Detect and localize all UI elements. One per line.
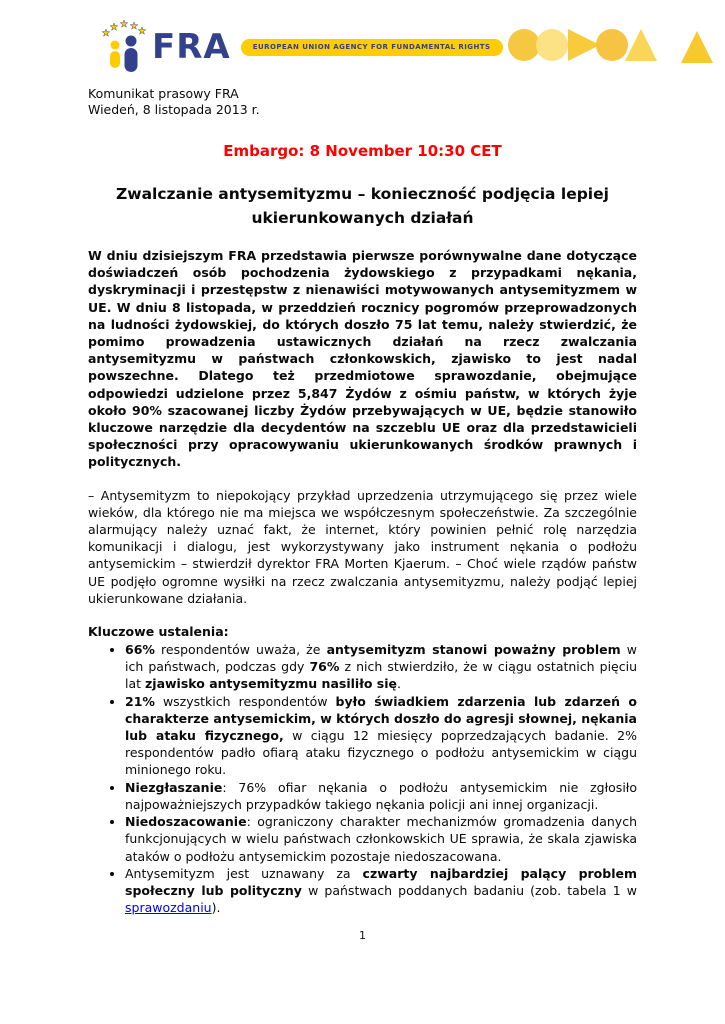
press-release-label: Komunikat prasowy FRA bbox=[88, 86, 239, 101]
lead-paragraph: W dniu dzisiejszym FRA przedstawia pierwsze porównywalne dane dotyczące doświadczeń osób pochodzenia żydowskiego z przypadkami nękania, dyskryminacji i przestępstw z nienawiści motywowanych antysemityzmem w UE. W dniu 8 listopada, w przeddzień rocznicy pogromów przeprowadzonych na ludności żydowskiej, do których doszło 75 lat temu, należy stwierdzić, że pomimo prowadzenia ustawicznych działań na rzecz zwalczania antysemityzmu w państwach członkowskich, zjawisko to jest nadal powszechne. Dlatego też przedmiotowe sprawozdanie, obejmujące odpowiedzi udzielone przez 5,847 Żydów z ośmiu państw, w których żyje około 90% szacowanej liczby Żydów przebywających w UE, będzie stanowiło kluczowe narzędzie dla decydentów na szczeblu UE oraz dla przedstawicieli społeczności przy opracowywaniu ukierunkowanych środków prawnych i politycznych. bbox=[88, 248, 637, 470]
deco-triangle-3 bbox=[681, 31, 713, 63]
text-segment: Antysemityzm jest uznawany za bbox=[125, 865, 363, 881]
fra-logo-header bbox=[100, 18, 637, 76]
decorative-shapes bbox=[507, 23, 715, 71]
fra-banner bbox=[241, 39, 503, 56]
embargo-heading: Embargo: 8 November 10:30 CET bbox=[223, 142, 502, 160]
text-segment: z nich stwierdziło, że w ciągu ostatnich pięciu lat bbox=[125, 659, 637, 692]
text-segment: w państwach poddanych badaniu (zob. tabela 1 w bbox=[301, 882, 638, 898]
text-segment: 21% bbox=[125, 693, 155, 709]
page-number: 1 bbox=[359, 929, 366, 942]
list-item bbox=[125, 813, 637, 865]
deco-triangle-2 bbox=[625, 29, 657, 61]
text-segment: Niedoszacowanie bbox=[125, 814, 247, 830]
list-item bbox=[125, 779, 637, 813]
text-segment: respondentów uważa, że bbox=[154, 642, 327, 658]
list-item bbox=[125, 641, 637, 693]
text-segment: ). bbox=[211, 900, 221, 916]
deco-triangle-1 bbox=[568, 29, 600, 61]
text-segment: : 76% ofiar nękania o podłożu antysemickim nie zgłosiło najpoważniejszych przypadków takiego nękania policji ani innej organizacji. bbox=[125, 779, 637, 812]
deco-circle-3 bbox=[596, 29, 628, 61]
dateline: Wiedeń, 8 listopada 2013 r. bbox=[88, 102, 260, 117]
text-segment: w ich państwach, podczas gdy bbox=[125, 642, 637, 675]
text-segment: Niezgłaszanie bbox=[125, 779, 223, 795]
text-segment: wszystkich respondentów bbox=[154, 693, 336, 709]
text-segment: w ciągu 12 miesięcy poprzedzających badanie. 2% respondentów padło ofiarą ataku fizycznego o podłożu antysemickim w ciągu minionego roku. bbox=[125, 728, 637, 778]
fra-logo-icon bbox=[100, 20, 148, 74]
document-title: Zwalczanie antysemityzmu – konieczność podjęcia lepiej ukierunkowanych działań bbox=[116, 185, 609, 227]
press-meta bbox=[88, 86, 637, 118]
key-findings-list bbox=[88, 641, 637, 916]
list-item bbox=[125, 693, 637, 779]
text-segment: było świadkiem zdarzenia lub zdarzeń o charakterze antysemickim, w których doszło do agresji słownej, nękania lub ataku fizycznego, bbox=[125, 693, 637, 744]
text-segment: : ograniczony charakter mechanizmów gromadzenia danych funkcjonujących w wielu państwach członkowskich UE sprawia, że skala zjawiska ataków o podłożu antysemickim pozostaje niedoszacowana. bbox=[125, 814, 637, 864]
fra-banner-label: EUROPEAN UNION AGENCY FOR FUNDAMENTAL RIGHTS bbox=[252, 43, 491, 51]
text-segment: zjawisko antysemityzmu nasiliło się bbox=[145, 676, 397, 692]
fra-logo-text: FRA bbox=[152, 27, 231, 67]
report-link[interactable]: sprawozdaniu bbox=[125, 900, 212, 916]
deco-circle-2 bbox=[536, 29, 568, 61]
text-segment: antysemityzm stanowi poważny problem bbox=[326, 642, 621, 658]
key-findings-heading: Kluczowe ustalenia: bbox=[88, 624, 229, 640]
quote-paragraph: – Antysemityzm to niepokojący przykład uprzedzenia utrzymującego się przez wiele wieków, dla którego nie ma miejsca we współczesnym społeczeństwie. Za szczególnie alarmujący należy uznać fakt, że internet, który powinien pełnić rolę narzędzia komunikacji i dialogu, jest wykorzystywany jako instrument nękania o podłożu antysemickim – stwierdził dyrektor FRA Morten Kjaerum. – Choć wiele rządów państw UE podjęło ogromne wysiłki na rzecz zwalczania antysemityzmu, należy podjąć lepiej ukierunkowane działania. bbox=[88, 487, 637, 606]
list-item bbox=[125, 865, 637, 917]
deco-circle-1 bbox=[508, 29, 540, 61]
text-segment: . bbox=[396, 676, 401, 692]
text-segment: 66% bbox=[125, 642, 155, 658]
text-segment: 76% bbox=[309, 659, 340, 675]
text-segment: czwarty najbardziej palący problem społeczny lub polityczny bbox=[125, 865, 638, 898]
